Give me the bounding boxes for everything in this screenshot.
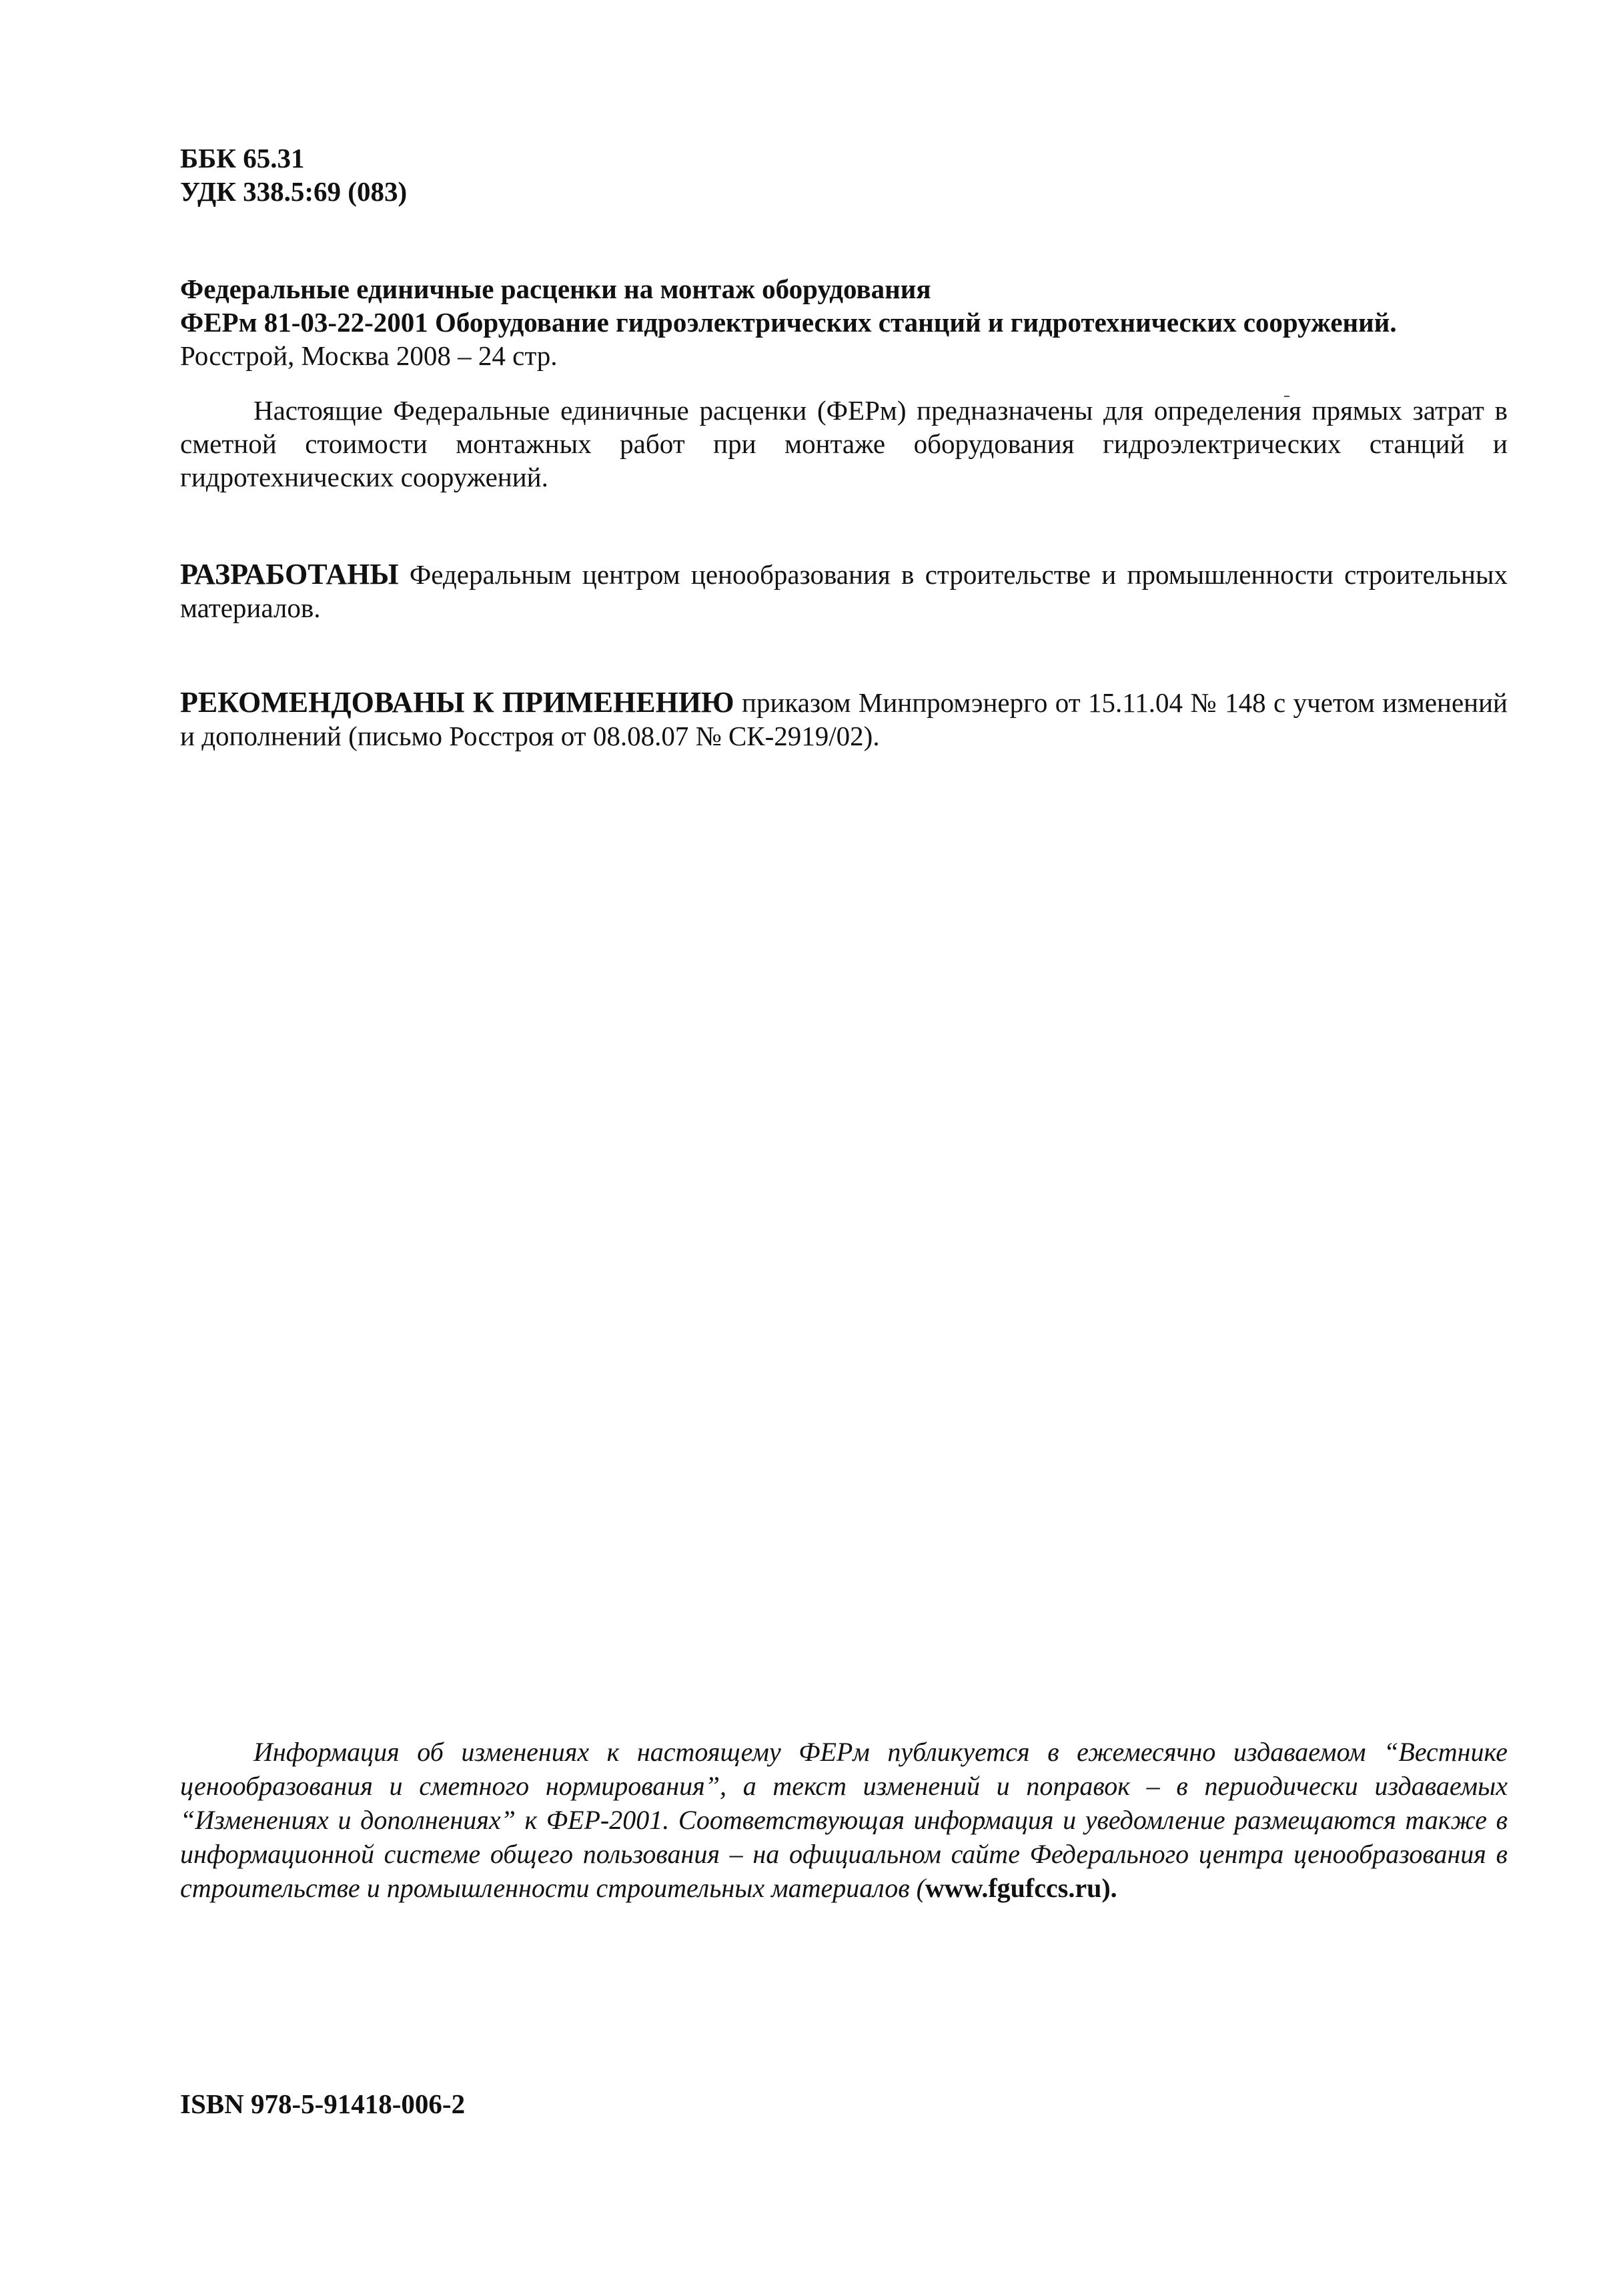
info-end: ).	[1101, 1873, 1117, 1903]
bbk-code: ББК 65.31	[180, 143, 305, 173]
info-text: Информация об изменениях к настоящему ФЕРм публикуется в ежемесячно издаваемом “Вестнике ценообразования и сметного нормирования”, а текст изменений и поправок – в периодически издаваемых “Изменениях и дополнениях” к ФЕР-2001. Соответствующая информация и уведомление размещаются также в информационной системе общего пользования – на официальном сайте Федерального центра ценообразования в строительстве и промышленности строительных материалов (	[180, 1737, 1508, 1903]
isbn-number: ISBN 978-5-91418-006-2	[180, 2088, 466, 2119]
website-link[interactable]: www.fgufccs.ru	[925, 1873, 1102, 1903]
developed-text: Федеральным центром ценообразования в строительстве и промышленности строительных материалов.	[180, 559, 1508, 623]
recommended-paragraph	[180, 686, 1508, 753]
recommended-lead: РЕКОМЕНДОВАНЫ К ПРИМЕНЕНИЮ	[180, 686, 734, 719]
recommended-text: приказом Минпромэнерго от 15.11.04 № 148 с учетом изменений и дополнений (письмо Росстроя от 08.08.07 № СК-2919/02).	[180, 687, 1508, 751]
title-line-2: ФЕРм 81-03-22-2001 Оборудование гидроэлектрических станций и гидротехнических сооружений.	[180, 307, 1397, 338]
publisher-line: Росстрой, Москва 2008 – 24 стр.	[180, 340, 558, 371]
purpose-paragraph: Настоящие Федеральные единичные расценки (ФЕРм) предназначены для определения прямых затрат в сметной стоимости монтажных работ при монтаже оборудования гидроэлектрических станций и гидротехнических сооружений.	[180, 395, 1508, 492]
classification-codes	[180, 141, 1508, 208]
document-title	[180, 272, 1508, 372]
developed-paragraph	[180, 558, 1508, 625]
developed-lead: РАЗРАБОТАНЫ	[180, 558, 399, 591]
info-paragraph	[180, 1735, 1508, 1905]
udk-code: УДК 338.5:69 (083)	[180, 176, 408, 207]
title-line-1: Федеральные единичные расценки на монтаж оборудования	[180, 274, 931, 304]
